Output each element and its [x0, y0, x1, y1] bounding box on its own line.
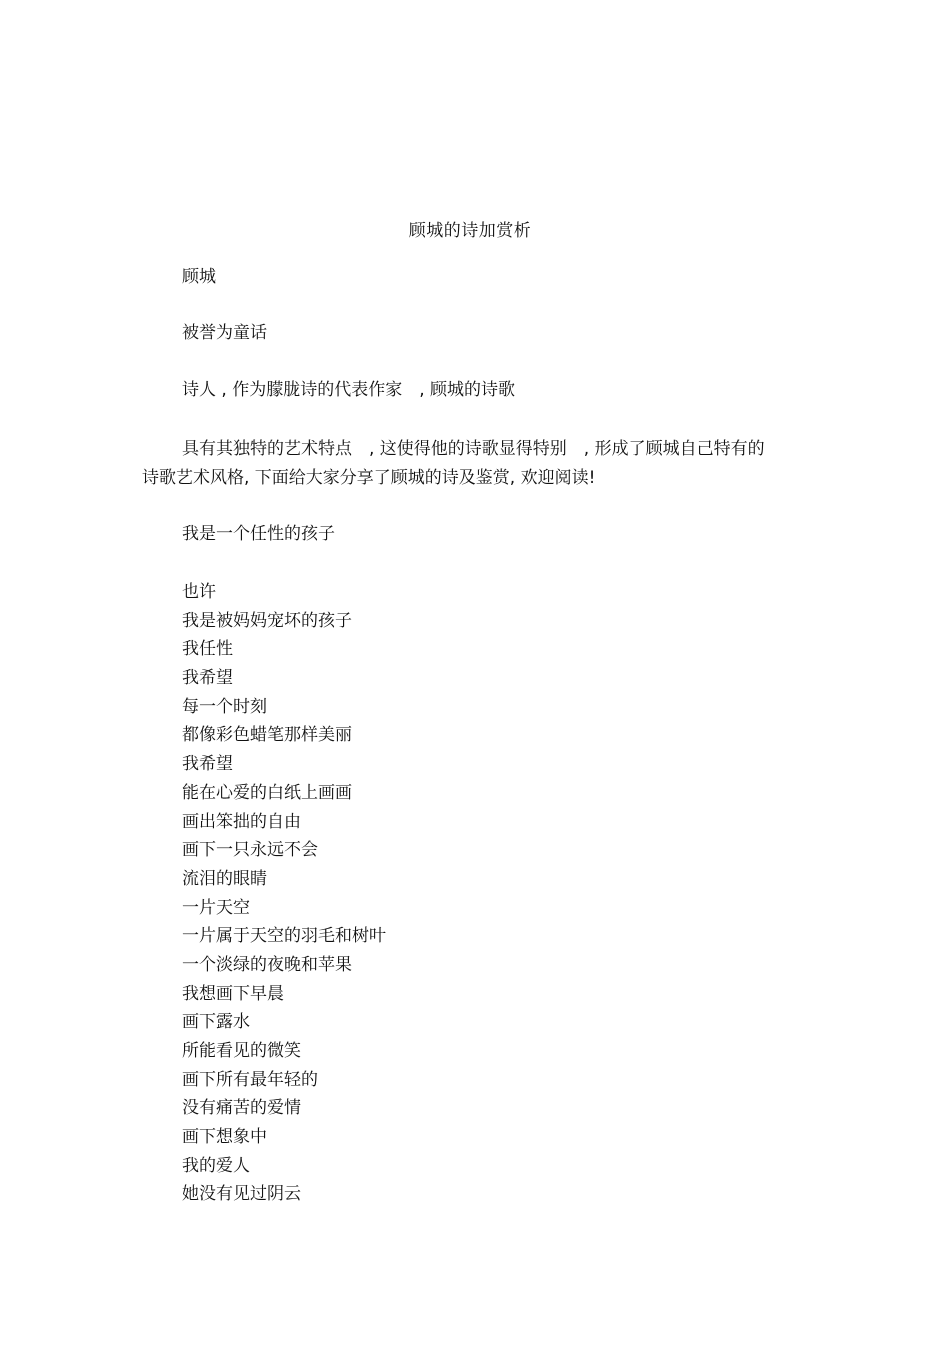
poem-line: 能在心爱的白纸上画画 — [182, 782, 352, 803]
poem-line: 一片属于天空的羽毛和树叶 — [182, 926, 386, 947]
poem-line: 画下露水 — [182, 1012, 250, 1033]
fairy-tale-line: 被誉为童话 — [182, 323, 267, 343]
poem-line: 我希望 — [182, 668, 233, 689]
poem-line: 她没有见过阴云 — [182, 1184, 301, 1205]
poem-title: 我是一个任性的孩子 — [182, 524, 335, 544]
document-title: 顾城的诗加赏析 — [408, 221, 532, 241]
poem-line: 画下一只永远不会 — [182, 840, 318, 861]
poem-line: 我任性 — [182, 639, 233, 660]
poem-line: 画下想象中 — [182, 1127, 267, 1148]
poem-line: 画下所有最年轻的 — [182, 1069, 318, 1090]
poem-line: 都像彩色蜡笔那样美丽 — [182, 725, 352, 746]
poem-line: 我的爱人 — [182, 1155, 250, 1176]
intro-line-1: 具有其独特的艺术特点 , 这使得他的诗歌显得特别 , 形成了顾城自己特有的 — [182, 439, 765, 459]
poem-line: 我想画下早晨 — [182, 983, 284, 1004]
intro-paragraph — [142, 435, 802, 493]
author-line: 顾城 — [182, 267, 216, 287]
poem-body — [182, 580, 386, 1211]
poem-line: 一个淡绿的夜晚和苹果 — [182, 954, 352, 975]
poem-line: 所能看见的微笑 — [182, 1041, 301, 1061]
poem-line: 也许 — [182, 582, 216, 602]
poem-line: 我希望 — [182, 754, 233, 775]
poet-description-line: 诗人 , 作为朦胧诗的代表作家 , 顾城的诗歌 — [182, 380, 516, 400]
poem-line: 流泪的眼睛 — [182, 868, 267, 889]
intro-line-2: 诗歌艺术风格, 下面给大家分享了顾城的诗及鉴赏, 欢迎阅读! — [142, 468, 596, 488]
poem-line: 我是被妈妈宠坏的孩子 — [182, 610, 352, 631]
poem-line: 一片天空 — [182, 897, 250, 918]
poem-line: 每一个时刻 — [182, 696, 267, 717]
poem-line: 没有痛苦的爱情 — [182, 1098, 301, 1119]
poem-line: 画出笨拙的自由 — [182, 811, 301, 832]
